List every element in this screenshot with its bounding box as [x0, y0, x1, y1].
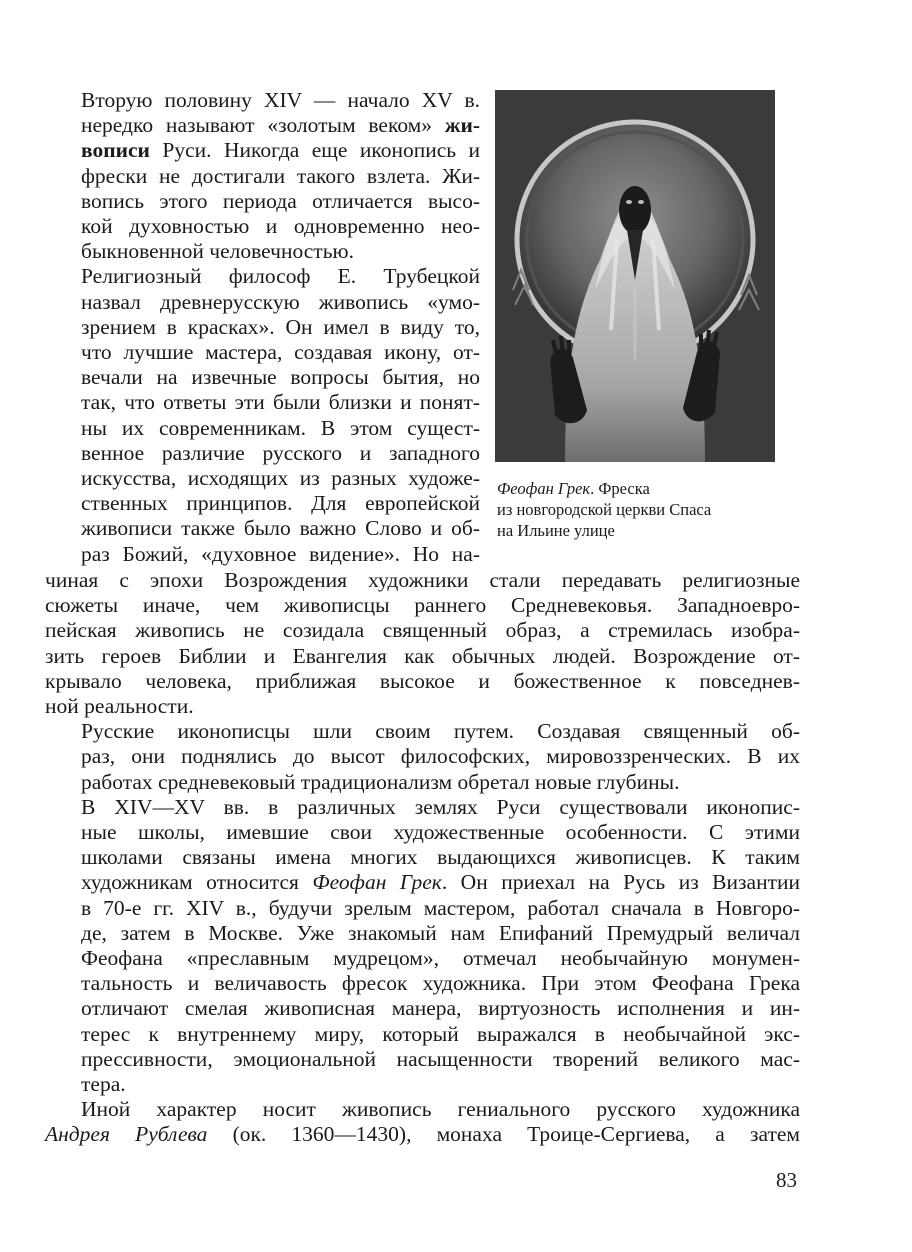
- text-line: искусства, исходящих из разных художе-: [81, 466, 480, 491]
- text-line: чиная с эпохи Возрождения художники стали передавать религиозные: [45, 568, 800, 592]
- bold-term: вописи: [81, 138, 150, 163]
- figure-caption: [497, 478, 797, 541]
- text-line: быкновенной человечностью.: [81, 239, 354, 264]
- text-span: (ок. 1360—1430), монаха Троице-Сергиева, а затем: [232, 1122, 800, 1147]
- text-span: . Он приехал на Русь из Византии: [441, 870, 800, 895]
- text-line: раз, они поднялись до высот философских, мировоззренческих. В их: [81, 744, 800, 769]
- fresco-illustration: [495, 90, 775, 462]
- text-line: [45, 113, 480, 138]
- text-line: вечали на извечные вопросы бытия, но: [81, 365, 480, 390]
- fresco-image: [495, 90, 775, 462]
- text-line: так, что ответы эти были близки и понят-: [81, 390, 480, 415]
- text-line: Русские иконописцы шли своим путем. Создавая священный об-: [81, 719, 800, 744]
- text-line: тера.: [81, 1072, 126, 1097]
- text-line: венное различие русского и западного: [81, 440, 480, 465]
- paragraph: [45, 719, 800, 795]
- text-line: школами связаны имена многих выдающихся живописцев. К таким: [81, 845, 800, 870]
- text-line: в 70-е гг. XIV в., будучи зрелым мастером, работал сначала в Новгоро-: [81, 895, 800, 920]
- text-line: фрески не достигали такого взлета. Жи-: [81, 163, 480, 188]
- text-line: [45, 870, 800, 895]
- text-span: Руси. Никогда еще иконопись и: [162, 138, 481, 163]
- paragraph: [45, 88, 480, 264]
- text-line: крывало человека, приближая высокое и божественное к повседнев-: [45, 668, 800, 693]
- bold-term: жи-: [444, 113, 480, 138]
- text-line: вопись этого периода отличается высо-: [81, 188, 480, 213]
- text-span: нередко называют «золотым веком»: [81, 113, 433, 138]
- text-line: В XIV—XV вв. в различных землях Руси существовали иконопис-: [81, 794, 800, 819]
- artist-name: Андрея Рублева: [45, 1122, 208, 1147]
- text-column-top: [45, 88, 480, 567]
- text-line: пейская живопись не созидала священный образ, а стремилась изобра-: [45, 618, 800, 643]
- text-line: зрением в красках». Он имел в виду то,: [81, 314, 480, 339]
- text-line: ны их современникам. В этом сущест-: [81, 415, 480, 440]
- text-line: кой духовностью и одновременно нео-: [81, 214, 480, 239]
- paragraph: [45, 264, 480, 566]
- paragraph: [45, 1097, 800, 1147]
- text-line: [45, 1122, 800, 1147]
- artist-name: Феофан Грек: [312, 870, 442, 895]
- text-line: терес к внутреннему миру, который выражался в необычайной экс-: [81, 1021, 800, 1046]
- caption-text: . Фреска: [590, 479, 650, 498]
- text-line: живописи также было важно Слово и об-: [81, 516, 480, 541]
- text-line: Вторую половину XIV — начало XV в.: [81, 88, 480, 112]
- text-line: раз Божий, «духовное видение». Но на-: [81, 541, 480, 566]
- text-line: Религиозный философ Е. Трубецкой: [81, 264, 480, 289]
- paragraph-continued: [45, 568, 800, 719]
- caption-line: [497, 478, 797, 499]
- caption-artist: Феофан Грек: [497, 479, 591, 498]
- text-line: отличают смелая живописная манера, виртуозность исполнения и ин-: [81, 996, 800, 1021]
- text-line: что лучшие мастера, создавая икону, от-: [81, 340, 480, 365]
- text-line: прессивности, эмоциональной насыщенности творений великого мас-: [81, 1046, 800, 1071]
- text-line: назвал древнерусскую живопись «умо-: [81, 289, 480, 314]
- page-number: 83: [776, 1168, 797, 1192]
- text-line: Феофана «преславным мудрецом», отмечал необычайную монумен-: [81, 946, 800, 971]
- paragraph: [45, 795, 800, 1097]
- text-line: тальность и величавость фресок художника. При этом Феофана Грека: [81, 971, 800, 996]
- text-line: ные школы, имевшие свои художественные особенности. С этими: [81, 820, 800, 845]
- text-column-bottom: [45, 568, 800, 1148]
- text-span: художникам относится: [81, 870, 299, 895]
- text-line: [45, 138, 480, 163]
- text-line: Иной характер носит живопись гениального русского художника: [81, 1097, 800, 1122]
- text-line: де, затем в Москве. Уже знакомый нам Епифаний Премудрый величал: [81, 920, 800, 945]
- text-line: ной реальности.: [45, 694, 194, 719]
- text-line: работах средневековый традиционализм обретал новые глубины.: [81, 769, 680, 794]
- caption-line: на Ильине улице: [497, 521, 615, 540]
- text-line: ственных принципов. Для европейской: [81, 491, 480, 516]
- text-line: сюжеты иначе, чем живописцы раннего Средневековья. Западноевро-: [45, 593, 800, 618]
- caption-line: из новгородской церкви Спаса: [497, 500, 712, 519]
- text-line: зить героев Библии и Евангелия как обычных людей. Возрождение от-: [45, 643, 800, 668]
